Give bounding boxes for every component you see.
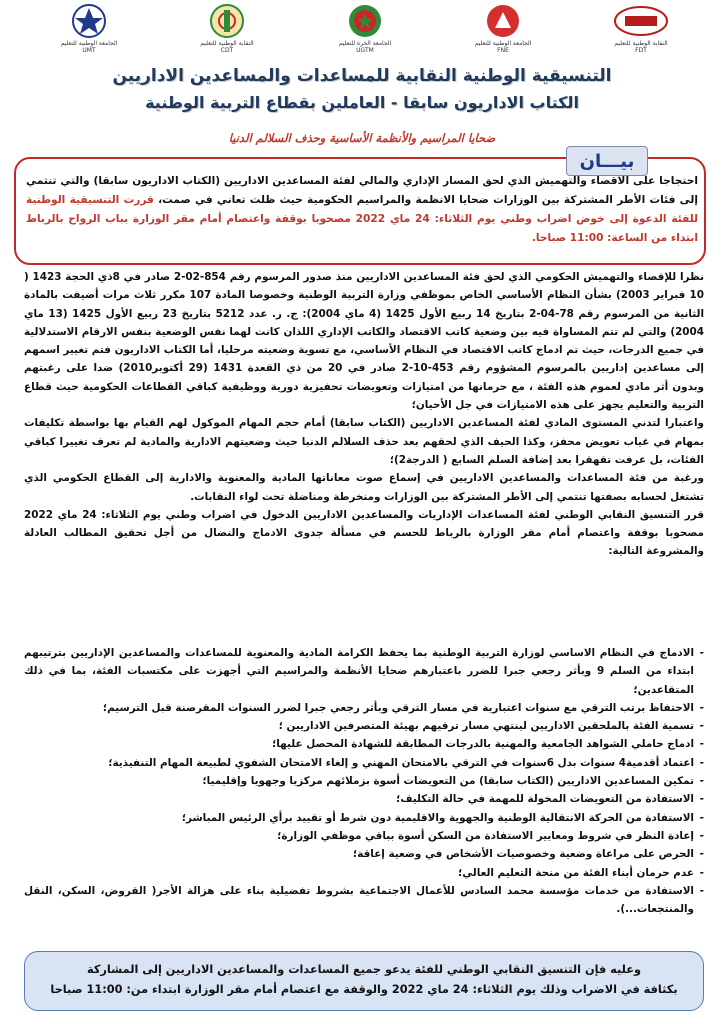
demand-item: - تسمية الفئة بالملحقين الاداريين لينتهي مسار ترقيهم بهيئة المتصرفين الاداريين ؛ (24, 717, 704, 735)
main-title: التنسيقية الوطنية النقابية للمساعدات والمساعدين الاداريين (112, 66, 612, 86)
logo-abbr: FDT (635, 47, 647, 54)
statement-text: احتجاجا على الاقصاء والتهميش الذي لحق المسار الإداري والمالي لفئة المساعدين الاداريين (الكتاب الاداريون سابقا) والتي تنتمي إلى فئات الأطر المشتركة بين الوزارات ضحايا الانظمة والمراسيم الحكومية حيث ظلت تعاني في صمت، (26, 175, 699, 206)
demand-item: - الاستفادة من خدمات مؤسسة محمد السادس للأعمال الاجتماعية بشروط تفضيلية بناء على هزالة الأجر( القروض، السكن، النقل والمنتجعات...). (24, 882, 704, 919)
conclusion-text (36, 960, 692, 1000)
fdt-emblem-icon (611, 2, 671, 40)
demand-item: - ادماج حاملي الشواهد الجامعية والمهنية بالدرجات المطابقة للشهادة المحصل عليها؛ (24, 735, 704, 753)
conclusion-line: بكثافة في الاضراب وذلك يوم الثلاثاء: 24 ماي 2022 والوقفة مع اعتصام أمام مقر الوزارة ابتداء من: 11:00 صباحا (50, 983, 678, 996)
cdt-emblem-icon (197, 2, 257, 40)
demand-item: - الاحتفاظ برتب الترقي مع سنوات اعتبارية في مسار الترقي وبأثر رجعي جبرا لضرر السنوات المقرصنة قبل الترسيم؛ (24, 699, 704, 717)
fne-emblem-icon (473, 2, 533, 40)
strike-announcement: قررت التنسيقية الوطنية للفئة الدعوة إلى خوض اضراب وطني يوم الثلاثاء: 24 ماي 2022 مصحوبا بوقفة واعتصام أمام مقر الوزارة بباب الرواح بالرباط ابتداء من الساعة: 11:00 صباحا. (26, 194, 699, 244)
cdt-logo (168, 2, 286, 64)
fdt-logo (582, 2, 700, 64)
paragraph: واعتبارا لتدني المستوى المادي لفئة المساعدين الاداريين (الكتاب سابقا) أمام حجم المهام الموكول لهم القيام بها بواسطة تكليفات بمهام في غياب تعويض محفز، وكذا الحيف الذي لحقهم بعد حذف السلالم الدنيا حيث وضعيتهم الادارية والمادية لم تعرف تغييرا كباقي الفئات، بل عرفت تقهقرا بعد إضافة السلم السابع ( الدرجة2)؛ (24, 417, 704, 466)
demand-item: - تمكين المساعدين الاداريين (الكتاب سابقا) من التعويضات أسوة بزملائهم مركزيا وجهويا وإقليميا؛ (24, 772, 704, 790)
demand-item: - عدم حرمان أبناء الفئة من منحة التعليم العالي؛ (24, 864, 704, 882)
sub-title: الكتاب الاداريون سابقا - العاملين بقطاع التربية الوطنية (145, 93, 579, 112)
ugtm-logo (306, 2, 424, 64)
logo-abbr: FNE (497, 47, 509, 54)
statement-intro (26, 172, 698, 248)
logo-abbr: CDT (220, 47, 234, 54)
union-logos-row (30, 2, 700, 64)
paragraph: نظرا للإقصاء والتهميش الحكومي الذي لحق فئة المساعدين الاداريين منذ صدور المرسوم رقم 854-02-2 صادر في 8ذي الحجة 1423 ( 10 فبراير 2003) بشأن النظام الأساسي الخاص بموظفي وزارة التربية الوطنية وخصوصا المادة 107 مكرر ثلاث مرات أضيفت بالمادة الثانية من المرسوم رقم 78-04-2 بتاريخ 14 ربيع الأول 1425 (4 ماي 2004): ج. ر. عدد 5212 بتاريخ 23 ربيع الأول 1425 (13 ماي 2004) والتي لم تتم المساواة فيه بين وضعية كاتب الاقتصاد والكاتب الإداري اللذان كانت لهما نفس الوضعية بنفس الارقام الاستدلالية في جميع الدرجات، حيث تم ادماج كاتب الاقتصاد في النظام الأساسي، مع تسوية وضعيته مرحليا، أما الكتاب الاداريون فتم تغيير اسمهم إلى مساعدين إداريين بالمرسوم المشؤوم رقم 453-10-2 صادر في 20 من ذي القعدة 1431 (29 أكتوبر2010) ضدا على رغبتهم وبدون أثر مادي لعموم هذه الفئة ، مع حرمانها من امتيازات وتعويضات تحفيزية دورية ووظيفية كباقي القطاعات الحكومية حيث قطاع التربية والتعليم يجهز على هذه الامتيازات في جل الأحيان؛ (24, 271, 705, 412)
demand-item: - اعتماد أقدمية4 سنوات بدل 6سنوات في الترقي بالامتحان المهني و إلغاء الامتحان الشفوي لطبيعة المهام التنفيذية؛ (24, 754, 704, 772)
statement-body (24, 268, 704, 561)
demand-item: - الادماج في النظام الاساسي لوزارة التربية الوطنية بما يحفظ الكرامة المادية والمعنوية للمساعدات والمساعدين الإداريين بترتيبهم ابتداء من السلم 9 وبأثر رجعي جبرا للضرر باعتبارهم ضحايا الأنظمة والمراسيم التي أجهزت على مكتسبات الفئة، بما في ذلك المتقاعدين؛ (24, 644, 704, 699)
demands-list (24, 644, 704, 918)
logo-name: الجامعة الوطنية للتعليم (474, 40, 532, 47)
paragraph: ورغبة من فئة المساعدات والمساعدين الاداريين في إسماع صوت معاناتها المادية والمعنوية والادارية إلى القطاع الحكومي الذي تشتغل لحسابه بصفتها تنتمي إلى الأطر المشتركة بين الوزارات ومنخرطة ومناضلة تحت لواء النقابات. (24, 472, 704, 503)
umt-logo (30, 2, 148, 64)
logo-abbr: UGTM (356, 47, 374, 54)
logo-abbr: UMT (82, 47, 96, 54)
demand-item: - إعادة النظر في شروط ومعايير الاستفادة من السكن أسوة بباقي موظفي الوزارة؛ (24, 827, 704, 845)
demand-item: - الحرص على مراعاة وضعية وخصوصيات الأشخاص في وضعية إعاقة؛ (24, 845, 704, 863)
fne-logo (444, 2, 562, 64)
logo-name: الجامعة الوطنية للتعليم (60, 40, 118, 47)
ugtm-emblem-icon (335, 2, 395, 40)
paragraph: قرر التنسيق النقابي الوطني لفئة المساعدات الإداريات والمساعدين الاداريين الدخول في اضراب وطني يوم الثلاثاء: 24 ماي 2022 مصحوبا بوقفة واعتصام أمام مقر الوزارة بالرباط للحسم في مسألة جدوى الادماج والنضال من أجل تحقيق المطالب العادلة والمشروعة التالية: (24, 508, 705, 558)
demand-item: - الاستفادة من الحركة الانتقالية الوطنية والجهوية والاقليمية دون شرط أو تقييد برأي الرئيس المباشر؛ (24, 809, 704, 827)
logo-name: النقابة الوطنية للتعليم (200, 40, 254, 47)
tagline: ضحايا المراسيم والأنظمة الأساسية وحذف السلالم الدنيا (228, 131, 496, 145)
umt-emblem-icon (59, 2, 119, 40)
statement-label: بيـــان (566, 146, 648, 176)
logo-name: الجامعة الحرة للتعليم (338, 40, 392, 47)
conclusion-line: وعليه فإن التنسيق النقابي الوطني للفئة يدعو جميع المساعدات والمساعدين الاداريين إلى المشاركة (87, 963, 641, 976)
demand-item: - الاستفادة من التعويضات المخولة للمهمة في حالة التكليف؛ (24, 790, 704, 808)
logo-name: النقابة الوطنية للتعليم (614, 40, 668, 47)
